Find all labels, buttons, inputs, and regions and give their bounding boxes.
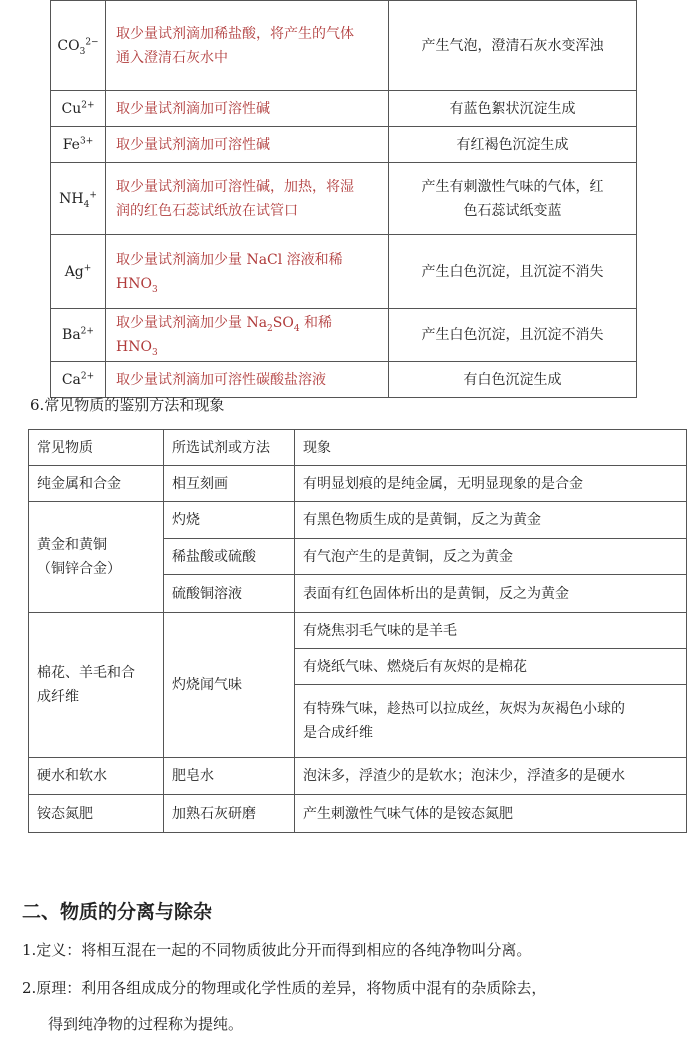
phenomenon-cell: 产生气泡，澄清石灰水变浑浊 bbox=[389, 1, 637, 91]
phenomenon-cell: 产生白色沉淀，且沉淀不消失 bbox=[389, 235, 637, 309]
method-cell: 灼烧闻气味 bbox=[164, 613, 295, 758]
phenomenon-cell: 泡沫多，浮渣少的是软水；泡沫少，浮渣多的是硬水 bbox=[295, 758, 687, 795]
phenomenon-cell: 有黑色物质生成的是黄铜，反之为黄金 bbox=[295, 502, 687, 539]
phenomenon-cell: 有白色沉淀生成 bbox=[389, 362, 637, 398]
phenomenon-cell: 产生有刺激性气味的气体，红 色石蕊试纸变蓝 bbox=[389, 163, 637, 235]
ion-cell: $Ca^{2+}$ bbox=[51, 362, 106, 398]
ion-row-calcium bbox=[51, 362, 637, 398]
ion-cell: $NH_4^+$ bbox=[51, 163, 106, 235]
principle-continuation: 得到纯净物的过程称为提纯。 bbox=[48, 1015, 244, 1033]
ion-cell: $Ba^{2+}$ bbox=[51, 309, 106, 362]
method-cell: 肥皂水 bbox=[164, 758, 295, 795]
method-cell: 取少量试剂滴加可溶性碱，加热，将湿 润的红色石蕊试纸放在试管口 bbox=[106, 163, 389, 235]
phenomenon-cell: 有红褐色沉淀生成 bbox=[389, 127, 637, 163]
substance-cell: 铵态氮肥 bbox=[29, 795, 164, 833]
identification-table bbox=[28, 429, 687, 833]
substance-cell: 硬水和软水 bbox=[29, 758, 164, 795]
phenomenon-cell: 表面有红色固体析出的是黄铜，反之为黄金 bbox=[295, 575, 687, 613]
phenomenon-cell: 有明显划痕的是纯金属，无明显现象的是合金 bbox=[295, 466, 687, 502]
header-substance: 常见物质 bbox=[29, 430, 164, 466]
row-gold-brass bbox=[29, 502, 687, 539]
ion-row-silver bbox=[51, 235, 637, 309]
substance-cell: 棉花、羊毛和合 成纤维 bbox=[29, 613, 164, 758]
method-cell: 取少量试剂滴加可溶性碱 bbox=[106, 91, 389, 127]
phenomenon-cell: 有气泡产生的是黄铜，反之为黄金 bbox=[295, 539, 687, 575]
definition-paragraph: 1.定义：将相互混在一起的不同物质彼此分开而得到相应的各纯净物叫分离。 bbox=[22, 941, 532, 959]
substance-cell: 纯金属和合金 bbox=[29, 466, 164, 502]
method-cell: 相互刻画 bbox=[164, 466, 295, 502]
ion-row-copper bbox=[51, 91, 637, 127]
principle-paragraph: 2.原理：利用各组成成分的物理或化学性质的差异，将物质中混有的杂质除去， bbox=[22, 979, 547, 997]
method-cell: 取少量试剂滴加可溶性碳酸盐溶液 bbox=[106, 362, 389, 398]
method-cell: 取少量试剂滴加可溶性碱 bbox=[106, 127, 389, 163]
ion-test-table bbox=[50, 0, 637, 398]
method-cell: 加熟石灰研磨 bbox=[164, 795, 295, 833]
method-cell: 取少量试剂滴加少量 NaCl 溶液和稀 $HNO_3$ bbox=[106, 235, 389, 309]
method-cell: 硫酸铜溶液 bbox=[164, 575, 295, 613]
ion-row-iron bbox=[51, 127, 637, 163]
method-cell: 取少量试剂滴加少量 $Na_2SO_4$ 和稀 $HNO_3$ bbox=[106, 309, 389, 362]
row-metal-alloy bbox=[29, 466, 687, 502]
ion-row-ammonium bbox=[51, 163, 637, 235]
method-cell: 灼烧 bbox=[164, 502, 295, 539]
method-cell: 稀盐酸或硫酸 bbox=[164, 539, 295, 575]
ion-cell: $Cu^{2+}$ bbox=[51, 91, 106, 127]
ion-row-barium bbox=[51, 309, 637, 362]
phenomenon-cell: 产生刺激性气味气体的是铵态氮肥 bbox=[295, 795, 687, 833]
phenomenon-cell: 有特殊气味，趁热可以拉成丝，灰烬为灰褐色小球的 是合成纤维 bbox=[295, 685, 687, 758]
ion-row-carbonate bbox=[51, 1, 637, 91]
phenomenon-cell: 产生白色沉淀，且沉淀不消失 bbox=[389, 309, 637, 362]
section-6-heading: 6.常见物质的鉴别方法和现象 bbox=[30, 396, 225, 414]
method-cell: 取少量试剂滴加稀盐酸，将产生的气体 通入澄清石灰水中 bbox=[106, 1, 389, 91]
phenomenon-cell: 有烧焦羽毛气味的是羊毛 bbox=[295, 613, 687, 649]
phenomenon-cell: 有烧纸气味、燃烧后有灰烬的是棉花 bbox=[295, 649, 687, 685]
chapter-title: 二、物质的分离与除杂 bbox=[22, 901, 213, 923]
header-method: 所选试剂或方法 bbox=[164, 430, 295, 466]
ion-cell: Ag+ bbox=[51, 235, 106, 309]
row-fibers bbox=[29, 613, 687, 649]
row-fertilizer bbox=[29, 795, 687, 833]
header-phenomenon: 现象 bbox=[295, 430, 687, 466]
table-header-row bbox=[29, 430, 687, 466]
ion-cell: $Fe^{3+}$ bbox=[51, 127, 106, 163]
substance-cell: 黄金和黄铜 （铜锌合金） bbox=[29, 502, 164, 613]
phenomenon-cell: 有蓝色絮状沉淀生成 bbox=[389, 91, 637, 127]
row-water bbox=[29, 758, 687, 795]
ion-cell: $CO_3^{2-}$ bbox=[51, 1, 106, 91]
